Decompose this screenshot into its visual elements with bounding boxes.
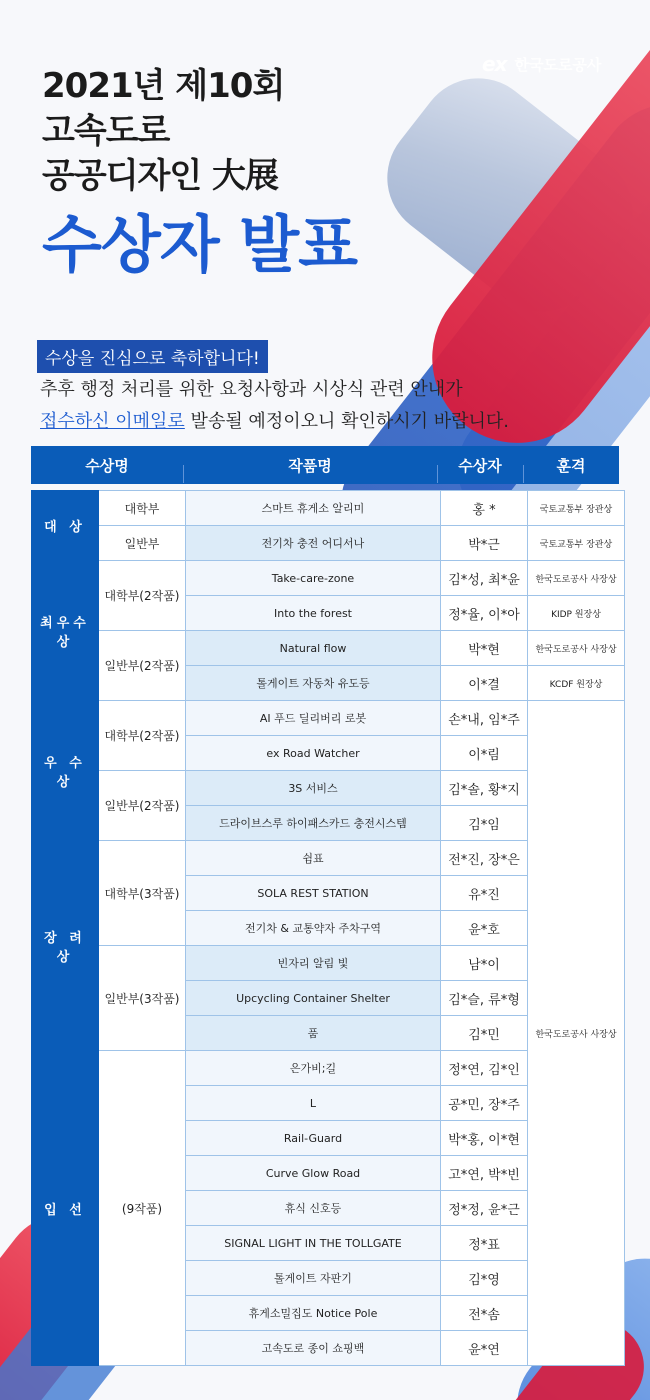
winner-name: 김*성, 최*윤: [441, 561, 528, 596]
winner-name: 김*솔, 황*지: [441, 771, 528, 806]
title-line-3: 공공디자인 大展: [42, 156, 279, 196]
table-header: [31, 446, 619, 484]
title-announcement: 수상자 발표: [42, 208, 358, 281]
work-title: SIGNAL LIGHT IN THE TOLLGATE: [186, 1226, 441, 1261]
award-division: 대학부(2작품): [99, 701, 186, 771]
email-highlight: 접수하신 이메일로: [40, 411, 185, 432]
award-category: 우 수 상: [32, 701, 99, 841]
award-category: 최우수상: [32, 561, 99, 701]
work-title: 스마트 휴게소 알리미: [186, 491, 441, 526]
winner-name: 정*정, 윤*근: [441, 1191, 528, 1226]
notice-line-2-rest: 발송될 예정이오니 확인하시기 바랍니다.: [184, 411, 510, 432]
work-title: Curve Glow Road: [186, 1156, 441, 1191]
page-title: [42, 64, 357, 285]
winner-name: 홍 *: [441, 491, 528, 526]
award-category: 입 선: [32, 1051, 99, 1366]
winner-name: 공*민, 장*주: [441, 1086, 528, 1121]
prize-name: KCDF 원장상: [528, 666, 625, 701]
winner-name: 윤*호: [441, 911, 528, 946]
work-title: 3S 서비스: [186, 771, 441, 806]
winner-name: 유*진: [441, 876, 528, 911]
award-division: 대학부: [99, 491, 186, 526]
award-division: 일반부: [99, 526, 186, 561]
winner-name: 이*결: [441, 666, 528, 701]
work-title: L: [186, 1086, 441, 1121]
work-title: Natural flow: [186, 631, 441, 666]
award-category: 대 상: [32, 491, 99, 561]
brand-logo: [482, 52, 601, 76]
table-row: [32, 491, 625, 526]
work-title: 톨게이트 자동차 유도등: [186, 666, 441, 701]
table-row: [32, 631, 625, 666]
brand-mark: ex: [482, 52, 507, 76]
winner-name: 전*진, 장*은: [441, 841, 528, 876]
winner-name: 김*슬, 류*형: [441, 981, 528, 1016]
award-division: (9작품): [99, 1051, 186, 1366]
prize-name: 한국도로공사 사장상: [528, 561, 625, 596]
notice-line-1: 추후 행정 처리를 위한 요청사항과 시상식 관련 안내가: [40, 379, 463, 400]
winner-name: 전*솜: [441, 1296, 528, 1331]
header-winner: 수상자: [437, 455, 523, 476]
awards-table-body: [31, 490, 625, 1366]
prize-name: 한국도로공사 사장상: [528, 631, 625, 666]
table-row: [32, 526, 625, 561]
work-title: Into the forest: [186, 596, 441, 631]
award-category: 장 려 상: [32, 841, 99, 1051]
prize-name: 국토교통부 장관상: [528, 526, 625, 561]
work-title: 드라이브스루 하이패스카드 충전시스템: [186, 806, 441, 841]
winner-name: 정*연, 김*인: [441, 1051, 528, 1086]
work-title: Upcycling Container Shelter: [186, 981, 441, 1016]
work-title: SOLA REST STATION: [186, 876, 441, 911]
work-title: 휴게소밀집도 Notice Pole: [186, 1296, 441, 1331]
notice-line-2: [40, 406, 509, 438]
work-title: ex Road Watcher: [186, 736, 441, 771]
brand-name: 한국도로공사: [514, 55, 602, 74]
title-line-1: 2021년 제10회: [42, 66, 285, 106]
winner-name: 정*표: [441, 1226, 528, 1261]
work-title: 은가비;길: [186, 1051, 441, 1086]
winner-name: 박*현: [441, 631, 528, 666]
prize-name: KIDP 원장상: [528, 596, 625, 631]
header-award: 수상명: [85, 456, 129, 475]
table-row: [32, 701, 625, 736]
winner-name: 김*임: [441, 806, 528, 841]
award-division: 일반부(2작품): [99, 631, 186, 701]
title-line-2: 고속도로: [42, 111, 170, 151]
winner-name: 박*근: [441, 526, 528, 561]
winner-name: 정*율, 이*아: [441, 596, 528, 631]
work-title: 빈자리 알림 빛: [186, 946, 441, 981]
work-title: 쉼표: [186, 841, 441, 876]
header-prize: 훈격: [523, 455, 619, 476]
work-title: Rail-Guard: [186, 1121, 441, 1156]
congrats-banner: 수상을 진심으로 축하합니다!: [37, 340, 268, 373]
notice-text: [40, 374, 509, 438]
header-work: 작품명: [183, 455, 437, 476]
winner-name: 박*홍, 이*현: [441, 1121, 528, 1156]
award-division: 일반부(2작품): [99, 771, 186, 841]
work-title: 휴식 신호등: [186, 1191, 441, 1226]
award-division: 일반부(3작품): [99, 946, 186, 1051]
prize-name-merged: 한국도로공사 사장상: [528, 701, 625, 1366]
work-title: Take-care-zone: [186, 561, 441, 596]
work-title: 전기차 & 교통약자 주차구역: [186, 911, 441, 946]
work-title: 전기차 충전 어디서나: [186, 526, 441, 561]
work-title: AI 푸드 딜리버리 로봇: [186, 701, 441, 736]
winner-name: 손*내, 임*주: [441, 701, 528, 736]
winner-name: 김*영: [441, 1261, 528, 1296]
awards-table: [31, 446, 619, 1366]
work-title: 품: [186, 1016, 441, 1051]
winner-name: 남*이: [441, 946, 528, 981]
prize-name: 국토교통부 장관상: [528, 491, 625, 526]
table-row: [32, 561, 625, 596]
winner-name: 김*민: [441, 1016, 528, 1051]
winner-name: 윤*연: [441, 1331, 528, 1366]
work-title: 톨게이트 자판기: [186, 1261, 441, 1296]
winner-name: 고*연, 박*빈: [441, 1156, 528, 1191]
work-title: 고속도로 종이 쇼핑백: [186, 1331, 441, 1366]
winner-name: 이*림: [441, 736, 528, 771]
award-division: 대학부(2작품): [99, 561, 186, 631]
award-division: 대학부(3작품): [99, 841, 186, 946]
